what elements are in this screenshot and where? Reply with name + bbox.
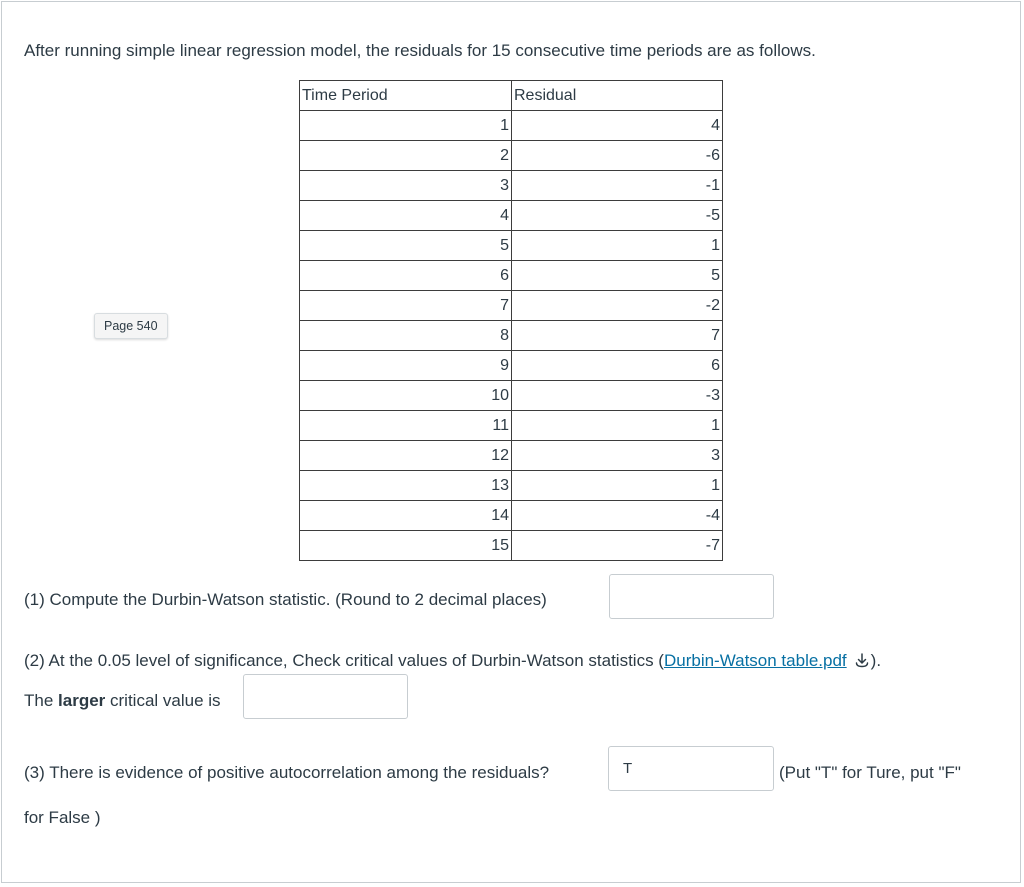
autocorrelation-answer-input[interactable] xyxy=(608,746,774,791)
time-period-cell: 9 xyxy=(300,351,512,381)
table-row xyxy=(300,231,723,261)
line2-bold: larger xyxy=(58,691,106,710)
residual-cell: -2 xyxy=(512,291,723,321)
table-row xyxy=(300,321,723,351)
time-period-cell: 6 xyxy=(300,261,512,291)
time-period-cell: 7 xyxy=(300,291,512,321)
time-period-cell: 11 xyxy=(300,411,512,441)
table-row xyxy=(300,501,723,531)
line2-after: critical value is xyxy=(105,691,221,710)
residual-cell: 1 xyxy=(512,411,723,441)
table-row xyxy=(300,291,723,321)
question-intro: After running simple linear regression model, the residuals for 15 consecutive time periods are as follows. xyxy=(24,41,816,60)
residual-cell: -1 xyxy=(512,171,723,201)
question-3-hint-line-1: (Put "T" for Ture, put "F" xyxy=(779,763,961,782)
table-row xyxy=(300,351,723,381)
time-period-cell: 12 xyxy=(300,441,512,471)
question-3-hint-line-2: for False ) xyxy=(24,808,101,827)
residual-cell: 4 xyxy=(512,111,723,141)
table-row xyxy=(300,441,723,471)
time-period-cell: 5 xyxy=(300,231,512,261)
time-period-cell: 8 xyxy=(300,321,512,351)
table-row xyxy=(300,201,723,231)
larger-critical-value-input[interactable] xyxy=(243,674,408,719)
residual-cell: 1 xyxy=(512,231,723,261)
table-row xyxy=(300,111,723,141)
residual-cell: 3 xyxy=(512,441,723,471)
residual-cell: 5 xyxy=(512,261,723,291)
table-row xyxy=(300,411,723,441)
line2-before: The xyxy=(24,691,59,710)
table-header-row xyxy=(300,81,723,111)
time-period-cell: 3 xyxy=(300,171,512,201)
residual-cell: 1 xyxy=(512,471,723,501)
header-residual: Residual xyxy=(512,81,723,111)
residual-cell: -4 xyxy=(512,501,723,531)
time-period-cell: 15 xyxy=(300,531,512,561)
page-reference-badge: Page 540 xyxy=(94,313,168,339)
residual-cell: -3 xyxy=(512,381,723,411)
residual-cell: -6 xyxy=(512,141,723,171)
time-period-cell: 4 xyxy=(300,201,512,231)
question-1-text: (1) Compute the Durbin-Watson statistic. (Round to 2 decimal places) xyxy=(24,590,547,609)
question-3-text: (3) There is evidence of positive autocorrelation among the residuals? xyxy=(24,763,550,782)
durbin-watson-answer-input[interactable] xyxy=(609,574,774,619)
time-period-cell: 13 xyxy=(300,471,512,501)
table-row xyxy=(300,171,723,201)
durbin-watson-table-link[interactable]: Durbin-Watson table.pdf xyxy=(663,651,847,670)
time-period-cell: 1 xyxy=(300,111,512,141)
time-period-cell: 2 xyxy=(300,141,512,171)
table-row xyxy=(300,471,723,501)
table-row xyxy=(300,531,723,561)
question-2-line-2 xyxy=(24,691,221,711)
residuals-table xyxy=(299,80,723,561)
table-row xyxy=(300,381,723,411)
question-2-text-before: (2) At the 0.05 level of significance, Check critical values of Durbin-Watson statistics ( xyxy=(24,651,664,670)
table-row xyxy=(300,261,723,291)
residual-cell: -5 xyxy=(512,201,723,231)
header-time-period: Time Period xyxy=(300,81,512,111)
residual-cell: -7 xyxy=(512,531,723,561)
residual-cell: 6 xyxy=(512,351,723,381)
question-2-text-after: ). xyxy=(870,651,882,670)
residual-cell: 7 xyxy=(512,321,723,351)
question-2-text xyxy=(24,651,881,671)
table-row xyxy=(300,141,723,171)
download-icon[interactable] xyxy=(853,651,871,669)
time-period-cell: 10 xyxy=(300,381,512,411)
time-period-cell: 14 xyxy=(300,501,512,531)
